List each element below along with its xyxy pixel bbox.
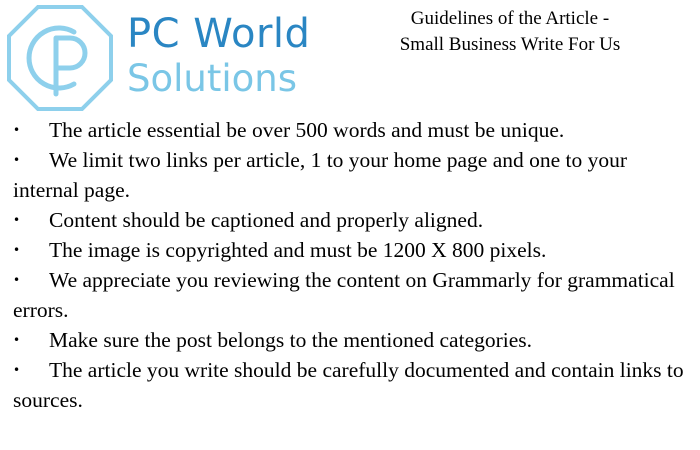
bullet: •	[13, 273, 21, 287]
list-item	[13, 145, 693, 205]
bullet: •	[13, 123, 21, 137]
list-item	[13, 205, 693, 235]
page-title	[350, 6, 670, 58]
pc-world-logo	[6, 4, 114, 112]
bullet: •	[13, 363, 21, 377]
list-item	[13, 115, 693, 145]
page-title-line2: Small Business Write For Us	[399, 34, 621, 55]
list-item-text: The article essential be over 500 words and must be unique.	[49, 118, 565, 142]
page-title-line1: Guidelines of the Article -	[410, 8, 610, 29]
list-item-text: The article you write should be carefully documented and contain links to sources.	[13, 358, 684, 412]
bullet: •	[13, 333, 21, 347]
brand-name-line1: PC World	[127, 11, 311, 57]
list-item	[13, 235, 693, 265]
list-item-text: Content should be captioned and properly aligned.	[49, 208, 484, 232]
list-item-text: Make sure the post belongs to the mentioned categories.	[49, 328, 533, 352]
list-item	[13, 265, 693, 325]
brand-name-line2: Solutions	[127, 57, 298, 100]
list-item-text: We appreciate you reviewing the content on Grammarly for grammatical errors.	[13, 268, 675, 322]
list-item-text: We limit two links per article, 1 to your home page and one to your internal page.	[13, 148, 628, 202]
bullet: •	[13, 213, 21, 227]
list-item	[13, 325, 693, 355]
list-item-text: The image is copyrighted and must be 1200 X 800 pixels.	[49, 238, 547, 262]
bullet: •	[13, 243, 21, 257]
list-item	[13, 355, 693, 415]
bullet: •	[13, 153, 21, 167]
guidelines-list	[13, 115, 693, 415]
brand-name	[127, 11, 311, 100]
